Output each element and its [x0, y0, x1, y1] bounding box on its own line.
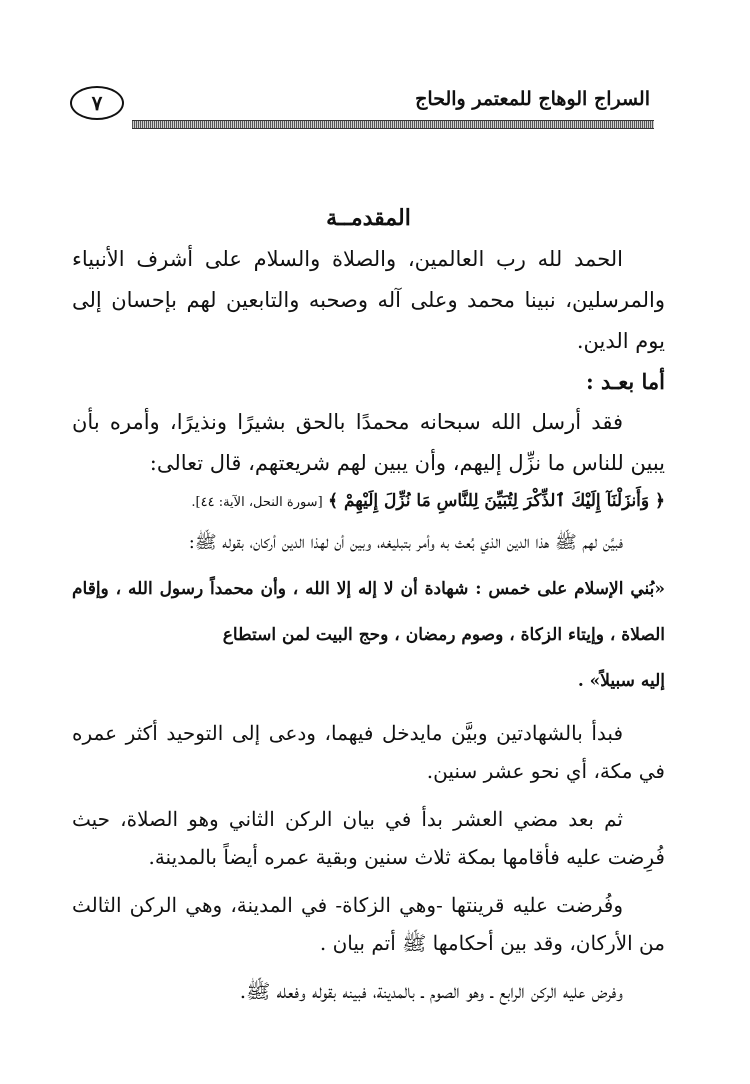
paragraph-3: فبدأ بالشهادتين وبيَّن مايدخل فيهما، ودعى إلى التوحيد أكثر عمره في مكة، أي نحو عشر سنين. — [72, 721, 665, 783]
page-number: ٧ — [70, 86, 124, 120]
paragraph-2: فبيَّن لهم ﷺ هذا الدين الذي بُعث به وأمر بتبليغه، وبين أن لهذا الدين أركان، بقوله ﷺ: — [188, 532, 623, 553]
quran-verse — [72, 484, 665, 520]
hadith-end: إليه سبيلاً» . — [577, 671, 665, 691]
verse-reference: [سورة النحل، الآية: ٤٤]. — [191, 495, 323, 510]
page-body — [72, 205, 665, 1010]
intro-paragraph: الحمد لله رب العالمين، والصلاة والسلام على أشرف الأنبياء والمرسلين، نبينا محمد وعلى آله وصحبه والتابعين لهم بإحسان إلى يوم الدين. — [72, 247, 665, 353]
paragraph-5: وفُرضت عليه قرينتها -وهي الزكاة- في المدينة، وهي الركن الثالث من الأركان، وقد بين أحكامها ﷺ أتم بيان . — [72, 893, 665, 955]
section-title: المقدمــة — [326, 205, 411, 231]
header-divider — [132, 120, 654, 129]
paragraph-1: فقد أرسل الله سبحانه محمدًا بالحق بشيرًا ونذيرًا، وأمره بأن يبين للناس ما نزِّل إليهم، وأن يبين لهم شريعتهم، قال تعالى: — [72, 410, 665, 475]
hadith-text: «بُني الإسلام على خمس : شهادة أن لا إله إلا الله ، وأن محمداً رسول الله ، وإقام الصلاة ، وإيتاء الزكاة ، وصوم رمضان ، وحج البيت لمن استطاع — [72, 579, 665, 645]
amma-baad-heading: أما بعـد : — [585, 369, 665, 394]
paragraph-4: ثم بعد مضي العشر بدأ في بيان الركن الثاني وهو الصلاة، حيث فُرِضت عليه فأقامها بمكة ثلاث سنين وبقية عمره أيضاً بالمدينة. — [72, 807, 665, 869]
page-header — [70, 82, 654, 128]
verse-text: ﴿ وَأَنزَلْنَآ إِلَيْكَ ٱلذِّكْرَ لِتُبَيِّنَ لِلنَّاسِ مَا نُزِّلَ إِلَيْهِمْ ﴾ — [328, 491, 665, 511]
paragraph-6: وفرض عليه الركن الرابع ـ وهو الصوم ـ بالمدينة، فبينه بقوله وفعله ﷺ. — [239, 979, 623, 1003]
book-title: السراج الوهاج للمعتمر والحاج — [415, 88, 650, 110]
